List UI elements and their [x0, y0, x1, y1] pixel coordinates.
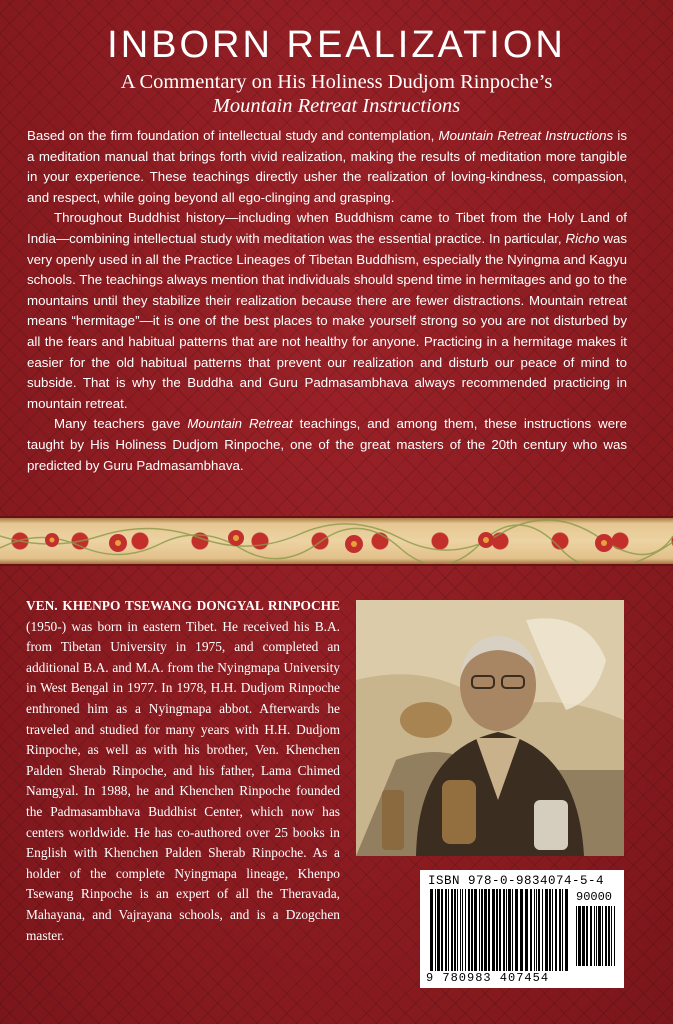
- subtitle-italic-line: Mountain Retreat Instructions: [212, 95, 461, 117]
- blurb-paragraph-2: [27, 208, 627, 414]
- author-photo: [356, 600, 624, 856]
- blurb-text: Many teachers gave: [54, 416, 188, 432]
- price-code: 90000: [576, 890, 613, 904]
- blurb-text: Throughout Buddhist history—including when Buddhism came to Tibet from the Holy Land of India—combining intellectual study with meditation was the essential practice. In particular,: [27, 210, 627, 246]
- blurb-text: is a meditation manual that brings forth vivid realization, making the results of meditation more tangible in your experience. These teachings directly usher the realization of loving-kindness, compassion, and respect, while going beyond all ego-clinging and grasping.: [27, 128, 627, 205]
- decorative-floral-band: [0, 516, 673, 566]
- blurb-paragraph-3: [27, 414, 627, 476]
- back-cover-blurb: [27, 126, 627, 476]
- barcode-number: 9 780983 407454: [426, 971, 550, 985]
- blurb-text: Based on the firm foundation of intellectual study and contemplation,: [27, 128, 439, 143]
- blurb-italic: Richo: [565, 230, 600, 246]
- book-title: INBORN REALIZATION: [107, 24, 566, 66]
- barcode-main: [428, 889, 568, 971]
- author-name: VEN. KHENPO TSEWANG DONGYAL RINPOCHE: [26, 598, 340, 613]
- author-portrait-illustration: [356, 600, 624, 856]
- author-bio: [26, 596, 340, 946]
- barcode-addon: [574, 906, 618, 966]
- blurb-italic: Mountain Retreat: [187, 416, 293, 432]
- blurb-text: was very openly used in all the Practice Lineages of Tibetan Buddhism, especially the Nyingma and Kagyu schools. The teachings always mention that individuals should spend time in hermitages and go to the mountains until they stabilize their realization because there are fewer distractions. Mountain retreat means “hermitage”—it is one of the best places to make yourself strong so you are not disturbed by all the fears and habitual patterns that are not healthy for anyone. Practicing in a hermitage makes it easier for the old habitual patterns that prevent our realization and disturb our peace of mind to subside. That is why the Buddha and Guru Padmasambhava always recommended practicing in mountain retreat.: [27, 230, 627, 411]
- blurb-text: teachings, and among them, these instructions were taught by His Holiness Dudjom Rinpoche, one of the great masters of the 20th century who was predicted by Guru Padmasambhava.: [27, 416, 628, 473]
- blurb-italic: Mountain Retreat Instructions: [438, 128, 614, 143]
- isbn-barcode-box: [420, 870, 624, 988]
- isbn-label: ISBN 978-0-9834074-5-4: [428, 874, 605, 888]
- book-subtitle: [0, 70, 673, 118]
- author-bio-text: (1950-) was born in eastern Tibet. He received his B.A. from Tibetan University in 1975, and completed an additional B.A. and M.A. from the Nyingmapa University in West Bengal in 1977. In 1978, H.H. Dudjom Rinpoche enthroned him as a Nyingmapa abbot. Afterwards he traveled and studied for many years with H.H. Dudjom Rinpoche, as well as with his brother, Ven. Khenchen Palden Sherab Rinpoche, and his father, Lama Chimed Namgyal. In 1988, he and Khenchen Rinpoche founded the Padmasambhava Buddhist Center, which now has centers worldwide. He has co-authored over 25 books in English with Khenchen Palden Sherab Rinpoche. As a holder of the complete Nyingmapa lineage, Khenpo Tsewang Rinpoche is an expert of all the Theravada, Mahayana, and Vajrayana schools, and is a Dzogchen master.: [26, 618, 340, 943]
- blurb-paragraph-1: [27, 126, 627, 208]
- subtitle-line: A Commentary on His Holiness Dudjom Rinpoche’s: [120, 71, 553, 93]
- floral-pattern: [0, 518, 673, 564]
